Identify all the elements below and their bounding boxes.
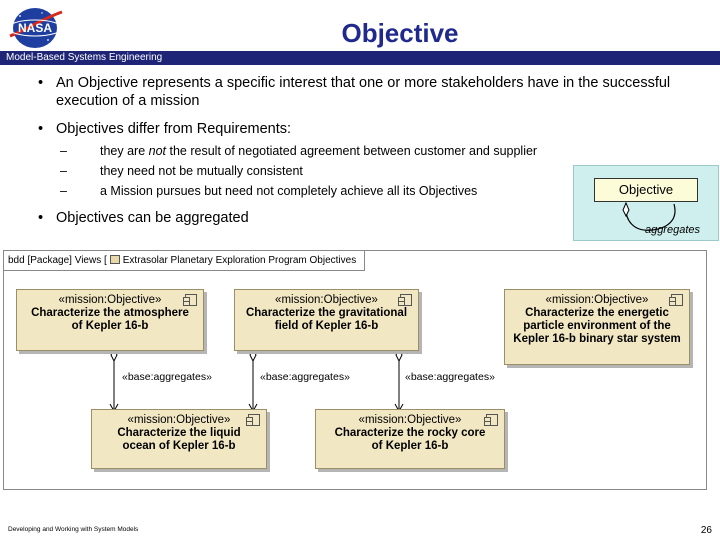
sub-bullet: – they need not be mutually consistent: [60, 164, 303, 178]
sub-bullet: – they are not the result of negotiated agreement between customer and supplier: [60, 144, 538, 158]
component-icon: [248, 414, 260, 426]
edge-label-aggregates: «base:aggregates»: [260, 371, 350, 383]
sub-bullet: – a Mission pursues but need not completely achieve all its Objectives: [60, 184, 478, 198]
frame-title-tab: bdd [Package] Views [ Extrasolar Planetary Exploration Program Objectives: [4, 251, 365, 271]
component-icon: [671, 294, 683, 306]
bullet-definition: • An Objective represents a specific interest that one or more stakeholders have in the successful execution of a mission: [38, 74, 678, 110]
legend-objective-box: Objective: [594, 178, 698, 202]
objective-block-liquid-ocean[interactable]: «mission:Objective» Characterize the liquid ocean of Kepler 16-b: [91, 409, 267, 469]
header-band-text: Model-Based Systems Engineering: [6, 52, 163, 63]
objective-block-particle-environment[interactable]: «mission:Objective» Characterize the energetic particle environment of the Kepler 16-b binary star system: [504, 289, 690, 365]
bullet-differences: • Objectives differ from Requirements:: [38, 120, 678, 138]
objective-block-atmosphere[interactable]: «mission:Objective» Characterize the atmosphere of Kepler 16-b: [16, 289, 204, 351]
edge-label-aggregates: «base:aggregates»: [405, 371, 495, 383]
bdd-diagram-frame: [3, 250, 707, 490]
objective-block-gravitational[interactable]: «mission:Objective» Characterize the gravitational field of Kepler 16-b: [234, 289, 419, 351]
component-icon: [185, 294, 197, 306]
component-icon: [400, 294, 412, 306]
legend-relation-label: aggregates: [644, 224, 700, 236]
objective-legend: [573, 165, 719, 241]
page-number: 26: [700, 525, 712, 536]
package-icon: [110, 255, 120, 264]
svg-text:NASA: NASA: [17, 21, 53, 35]
nasa-logo: [6, 4, 64, 52]
edge-label-aggregates: «base:aggregates»: [122, 371, 212, 383]
component-icon: [486, 414, 498, 426]
bullet-aggregated: • Objectives can be aggregated: [38, 209, 678, 227]
page-title: Objective: [341, 18, 459, 48]
footer-title: Developing and Working with System Models: [8, 526, 139, 533]
objective-block-rocky-core[interactable]: «mission:Objective» Characterize the rocky core of Kepler 16-b: [315, 409, 505, 469]
header-band: [0, 51, 720, 65]
